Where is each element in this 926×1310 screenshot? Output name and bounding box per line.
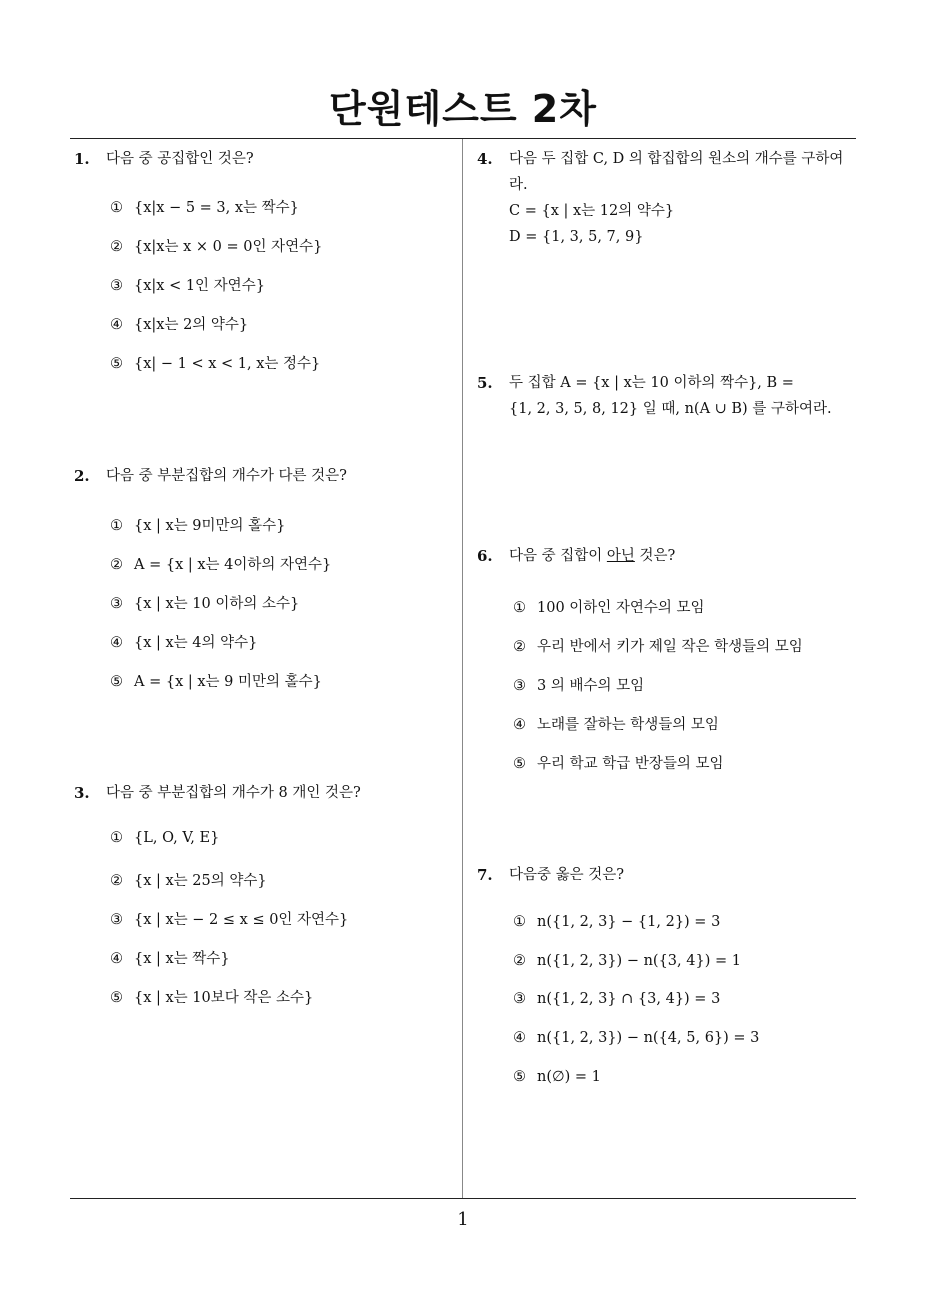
option-mark: ① [513, 914, 526, 930]
option-2 [110, 869, 267, 890]
option-mark: ⑤ [110, 674, 123, 690]
option-2 [110, 553, 331, 574]
option-2 [110, 235, 322, 256]
option-text: {x| − 1 < x < 1, x는 정수} [134, 356, 321, 372]
option-text: {x | x는 9미만의 홀수} [134, 518, 286, 534]
question-stem-line: 두 집합 A = {x | x는 10 이하의 짝수}, B = [509, 375, 794, 391]
option-1 [513, 914, 720, 930]
option-1 [110, 830, 219, 846]
option-mark: ③ [110, 912, 123, 928]
option-text: {x|x − 5 = 3, x는 짝수} [134, 200, 299, 216]
question-5 [477, 370, 832, 422]
option-5 [513, 1069, 601, 1085]
option-mark: ④ [110, 635, 123, 651]
question-stem-line: 다음 두 집합 C, D 의 합집합의 원소의 개수를 구하여 [509, 151, 844, 167]
option-text: A = {x | x는 4이하의 자연수} [134, 557, 332, 573]
question-3 [74, 780, 361, 806]
question-stem [509, 548, 675, 564]
option-1 [110, 196, 299, 217]
option-mark: ⑤ [110, 356, 123, 372]
option-mark: ② [110, 557, 123, 573]
option-5 [513, 752, 724, 773]
question-stem: 다음 중 부분집합의 개수가 8 개인 것은? [106, 785, 361, 801]
option-text: {x|x는 x × 0 = 0인 자연수} [134, 239, 323, 255]
option-mark: ⑤ [110, 990, 123, 1006]
option-text: {x|x는 2의 약수} [134, 317, 249, 333]
option-text: {x|x < 1인 자연수} [134, 278, 265, 294]
option-1 [110, 514, 285, 535]
option-text: 3 의 배수의 모임 [537, 678, 645, 694]
option-mark: ① [513, 600, 526, 616]
option-text: {x | x는 4의 약수} [134, 635, 258, 651]
question-6 [477, 543, 675, 569]
question-stem: 다음 중 공집합인 것은? [106, 151, 254, 167]
option-text: 노래를 잘하는 학생들의 모임 [537, 717, 719, 733]
question-number: 4. [477, 150, 493, 168]
option-2 [513, 953, 741, 969]
question-1 [74, 146, 254, 172]
option-text: n(∅) = 1 [537, 1069, 601, 1085]
question-number: 5. [477, 374, 493, 392]
option-5 [110, 670, 322, 691]
option-text: 100 이하인 자연수의 모임 [537, 600, 705, 616]
option-mark: ① [110, 200, 123, 216]
option-3 [513, 674, 644, 695]
option-text: {x | x는 10 이하의 소수} [134, 596, 300, 612]
option-3 [110, 908, 348, 929]
question-stem: 다음중 옳은 것은? [509, 867, 625, 883]
question-number: 2. [74, 467, 90, 485]
question-number: 6. [477, 547, 493, 565]
option-mark: ② [513, 953, 526, 969]
question-stem-line: {1, 2, 3, 5, 8, 12} 일 때, n(A ∪ B) 를 구하여라. [509, 401, 832, 417]
option-4 [513, 1030, 759, 1046]
set-definition-c: C = {x | x는 12의 약수} [509, 203, 675, 219]
option-text: n({1, 2, 3} − {1, 2}) = 3 [537, 914, 721, 930]
option-mark: ② [110, 873, 123, 889]
option-text: 우리 반에서 키가 제일 작은 학생들의 모임 [537, 639, 803, 655]
page-title: 단원테스트 2차 [329, 87, 597, 131]
option-mark: ② [513, 639, 526, 655]
option-mark: ④ [513, 717, 526, 733]
stem-underlined-word: 아닌 [606, 548, 635, 564]
question-number: 1. [74, 150, 90, 168]
question-4 [477, 146, 843, 250]
top-rule [70, 138, 856, 139]
column-divider [462, 139, 463, 1198]
option-1 [513, 596, 705, 617]
option-text: {x | x는 10보다 작은 소수} [134, 990, 314, 1006]
option-4 [110, 947, 230, 968]
question-stem: 다음 중 부분집합의 개수가 다른 것은? [106, 468, 347, 484]
option-4 [513, 713, 719, 734]
option-mark: ④ [513, 1030, 526, 1046]
option-text: n({1, 2, 3}) − n({4, 5, 6}) = 3 [537, 1030, 760, 1046]
page-number: 1 [457, 1209, 469, 1230]
option-mark: ④ [110, 951, 123, 967]
option-mark: ③ [110, 596, 123, 612]
option-text: n({1, 2, 3} ∩ {3, 4}) = 3 [537, 991, 721, 1007]
option-4 [110, 313, 248, 334]
set-definition-d: D = {1, 3, 5, 7, 9} [509, 229, 644, 245]
question-stem-line: 라. [509, 177, 528, 193]
option-mark: ③ [513, 678, 526, 694]
option-text: {L, O, V, E} [134, 830, 220, 846]
option-text: n({1, 2, 3}) − n({3, 4}) = 1 [537, 953, 741, 969]
option-text: A = {x | x는 9 미만의 홀수} [134, 674, 322, 690]
option-4 [110, 631, 257, 652]
option-mark: ① [110, 518, 123, 534]
stem-text: 다음 중 집합이 [509, 548, 607, 564]
stem-text: 것은? [634, 548, 676, 564]
option-3 [110, 274, 265, 295]
question-number: 7. [477, 866, 493, 884]
bottom-rule [70, 1198, 856, 1199]
option-mark: ③ [513, 991, 526, 1007]
option-mark: ② [110, 239, 123, 255]
option-5 [110, 352, 320, 373]
option-text: 우리 학교 학급 반장들의 모임 [537, 756, 724, 772]
option-mark: ⑤ [513, 756, 526, 772]
option-mark: ③ [110, 278, 123, 294]
question-number: 3. [74, 784, 90, 802]
option-text: {x | x는 − 2 ≤ x ≤ 0인 자연수} [134, 912, 349, 928]
option-text: {x | x는 짝수} [134, 951, 230, 967]
option-mark: ④ [110, 317, 123, 333]
option-3 [110, 592, 299, 613]
option-mark: ⑤ [513, 1069, 526, 1085]
option-2 [513, 635, 803, 656]
question-7 [477, 862, 624, 888]
option-3 [513, 991, 720, 1007]
option-text: {x | x는 25의 약수} [134, 873, 267, 889]
question-2 [74, 463, 347, 489]
option-5 [110, 986, 313, 1007]
option-mark: ① [110, 830, 123, 846]
